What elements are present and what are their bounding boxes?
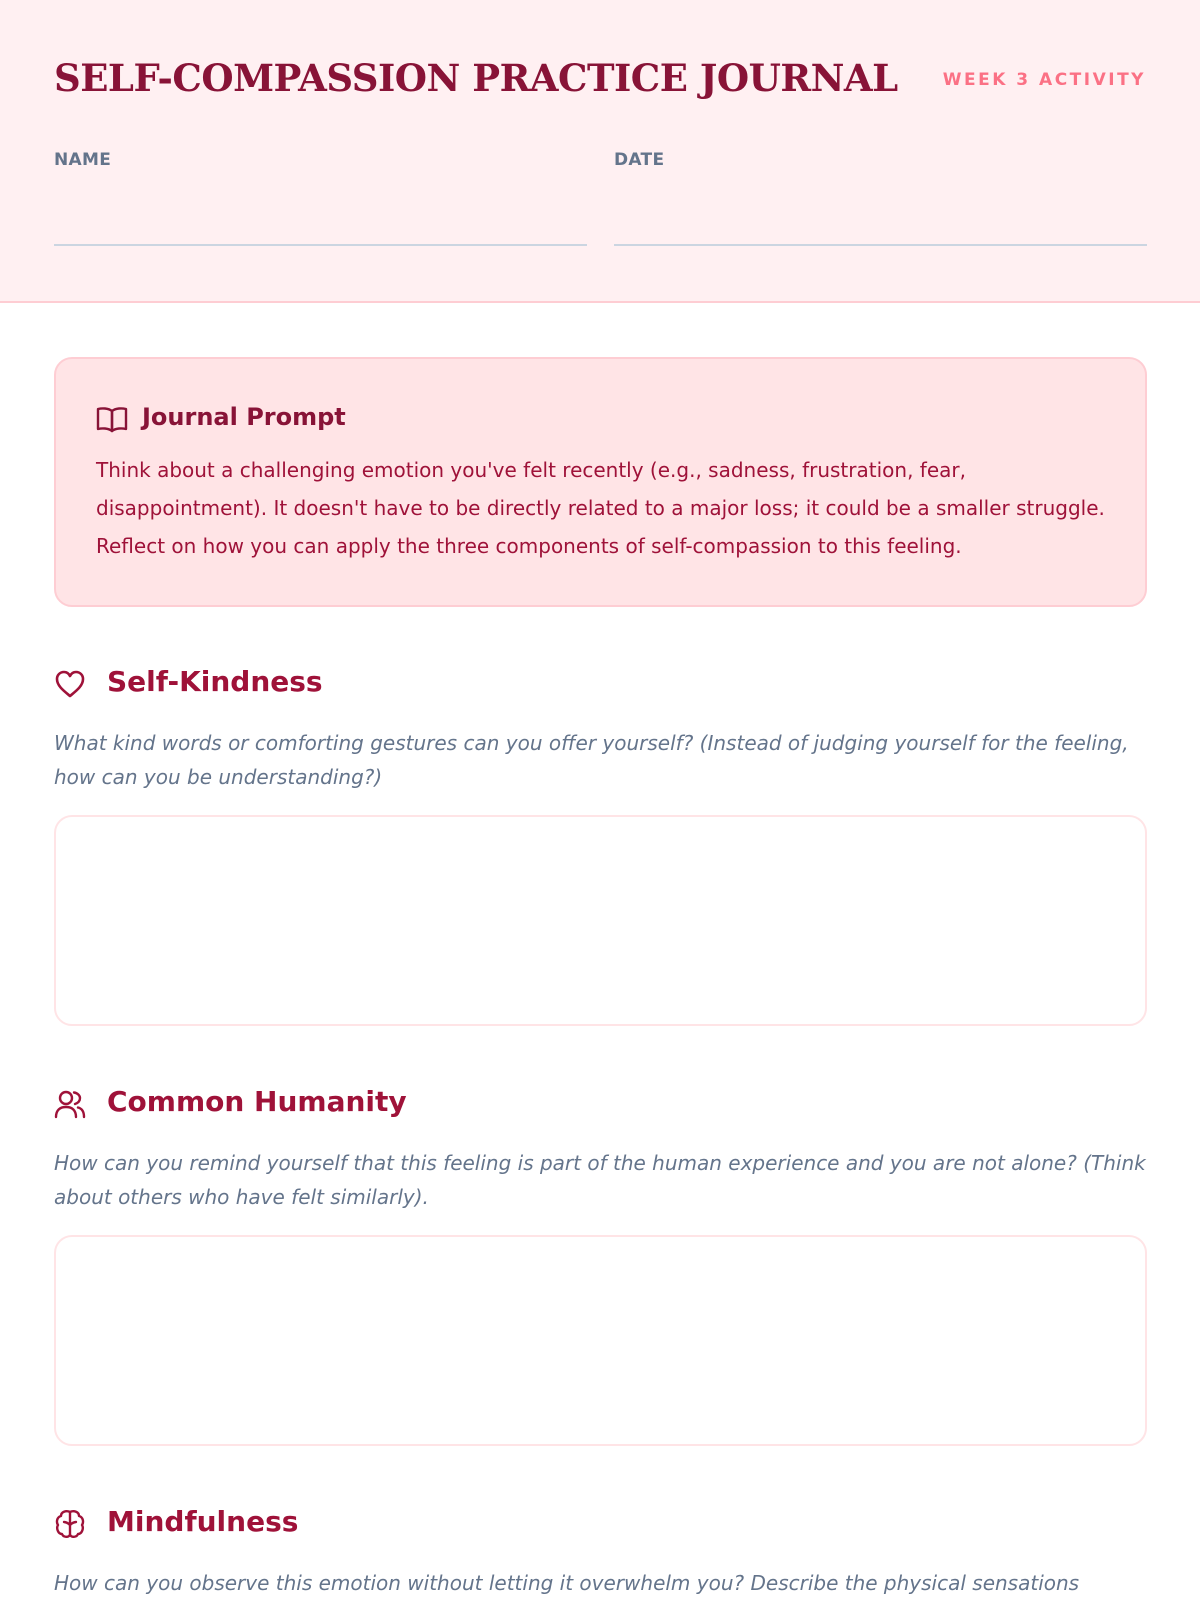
journal-prompt-card	[54, 357, 1147, 607]
prompt-title: Journal Prompt	[142, 403, 346, 431]
section-desc-mindfulness: How can you observe this emotion without letting it overwhelm you? Describe the physical sensations	[54, 1571, 1080, 1595]
week-badge: WEEK 3 ACTIVITY	[942, 70, 1146, 90]
date-label: DATE	[614, 150, 665, 170]
name-field[interactable]	[54, 244, 587, 246]
date-field[interactable]	[614, 244, 1147, 246]
users-icon	[54, 1088, 86, 1120]
section-title-self-kindness: Self-Kindness	[107, 665, 323, 698]
prompt-text: Think about a challenging emotion you've felt recently (e.g., sadness, frustration, fear, disappointment). It doesn't have to be directly related to a major loss; it could be a smaller struggle. Reflect on how you can apply the three components of self-compassion to this feeling.	[96, 458, 1105, 558]
section-title-common-humanity: Common Humanity	[107, 1085, 407, 1118]
section-desc-self-kindness: What kind words or comforting gestures can you offer yourself? (Instead of judging yourself for the feeling, how can you be understanding?)	[54, 731, 1129, 789]
heart-icon	[54, 668, 86, 700]
brain-icon	[54, 1508, 86, 1540]
common-humanity-answer-box[interactable]	[54, 1235, 1147, 1446]
section-desc-common-humanity: How can you remind yourself that this feeling is part of the human experience and you are not alone? (Think about others who have felt similarly).	[54, 1151, 1146, 1209]
name-label: NAME	[54, 150, 112, 170]
page-title: SELF-COMPASSION PRACTICE JOURNAL	[54, 56, 898, 100]
section-title-mindfulness: Mindfulness	[107, 1505, 299, 1538]
journal-header	[0, 0, 1200, 303]
open-book-icon	[96, 405, 128, 433]
self-kindness-answer-box[interactable]	[54, 815, 1147, 1026]
